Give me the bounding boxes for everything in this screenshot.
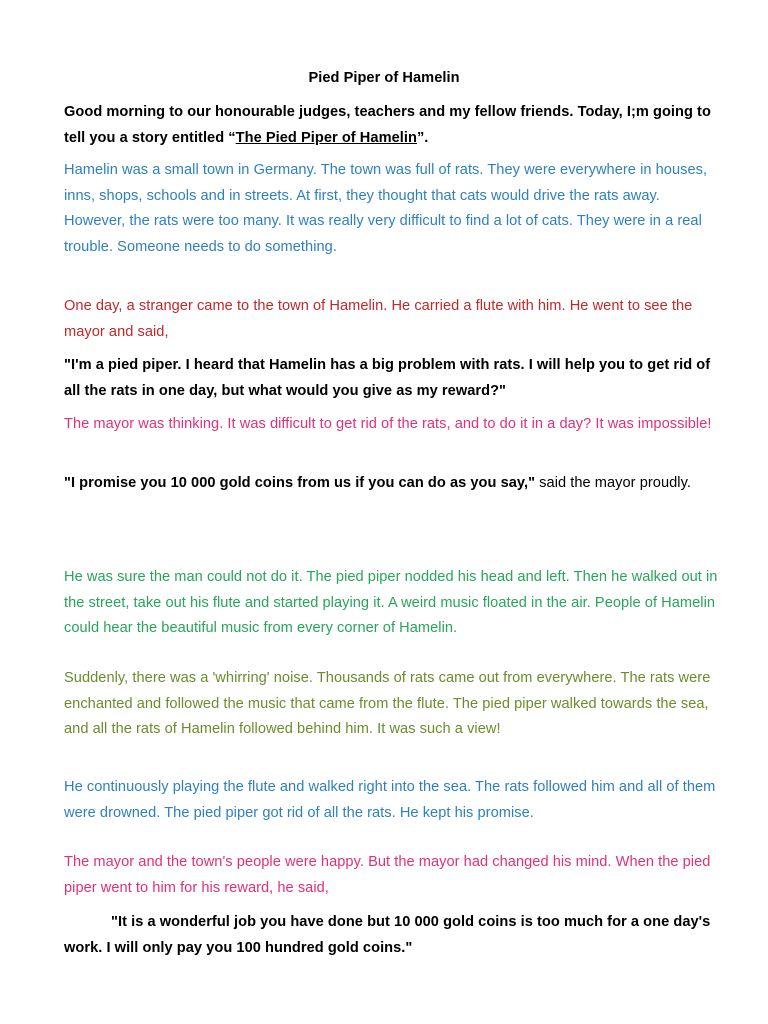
- paragraph-mayor-thinking: The mayor was thinking. It was difficult to get rid of the rats, and to do it in a day? It was impossible!: [64, 416, 712, 432]
- document-title: Pied Piper of Hamelin: [308, 70, 460, 86]
- intro-text-before: Good morning to our honourable judges, teachers and my fellow friends. Today, I;m going to tell you a story entitled “: [64, 104, 711, 146]
- intro-paragraph: [64, 100, 724, 151]
- paragraph-stranger-arrives: One day, a stranger came to the town of Hamelin. He carried a flute with him. He went to see the mayor and said,: [64, 298, 693, 340]
- paragraph-town-rats: Hamelin was a small town in Germany. The town was full of rats. They were everywhere in houses, inns, shops, schools and in streets. At first, they thought that cats would drive the rats away. However, the rats were too many. It was really very difficult to find a lot of cats. They were in a real trouble. Someone needs to do something.: [64, 162, 708, 255]
- mayor-promise-rest: said the mayor proudly.: [535, 475, 691, 491]
- story-title: The Pied Piper of Hamelin: [235, 129, 417, 146]
- paragraph-piper-offer: "I'm a pied piper. I heard that Hamelin has a big problem with rats. I will help you to get rid of all the rats in one day, but what would you give as my reward?": [64, 357, 711, 399]
- paragraph-mayor-refusal: "It is a wonderful job you have done but 10 000 gold coins is too much for a one day's work. I will only pay you 100 hundred gold coins.": [64, 914, 711, 956]
- paragraph-piper-plays: He was sure the man could not do it. The pied piper nodded his head and left. Then he walked out in the street, take out his flute and started playing it. A weird music floated in the air. People of Hamelin could hear the beautiful music from every corner of Hamelin.: [64, 569, 718, 636]
- paragraph-rats-drowned: He continuously playing the flute and walked right into the sea. The rats followed him and all of them were drowned. The pied piper got rid of all the rats. He kept his promise.: [64, 779, 716, 821]
- paragraph-mayor-promise: [64, 471, 724, 497]
- mayor-promise-quote: "I promise you 10 000 gold coins from us if you can do as you say,": [64, 475, 536, 491]
- paragraph-mayor-changes-mind: The mayor and the town's people were happy. But the mayor had changed his mind. When the pied piper went to him for his reward, he said,: [64, 854, 711, 896]
- intro-text-after: ”.: [416, 129, 429, 146]
- paragraph-rats-follow: Suddenly, there was a 'whirring' noise. Thousands of rats came out from everywhere. The rats were enchanted and followed the music that came from the flute. The pied piper walked towards the sea, and all the rats of Hamelin followed behind him. It was such a view!: [64, 670, 711, 737]
